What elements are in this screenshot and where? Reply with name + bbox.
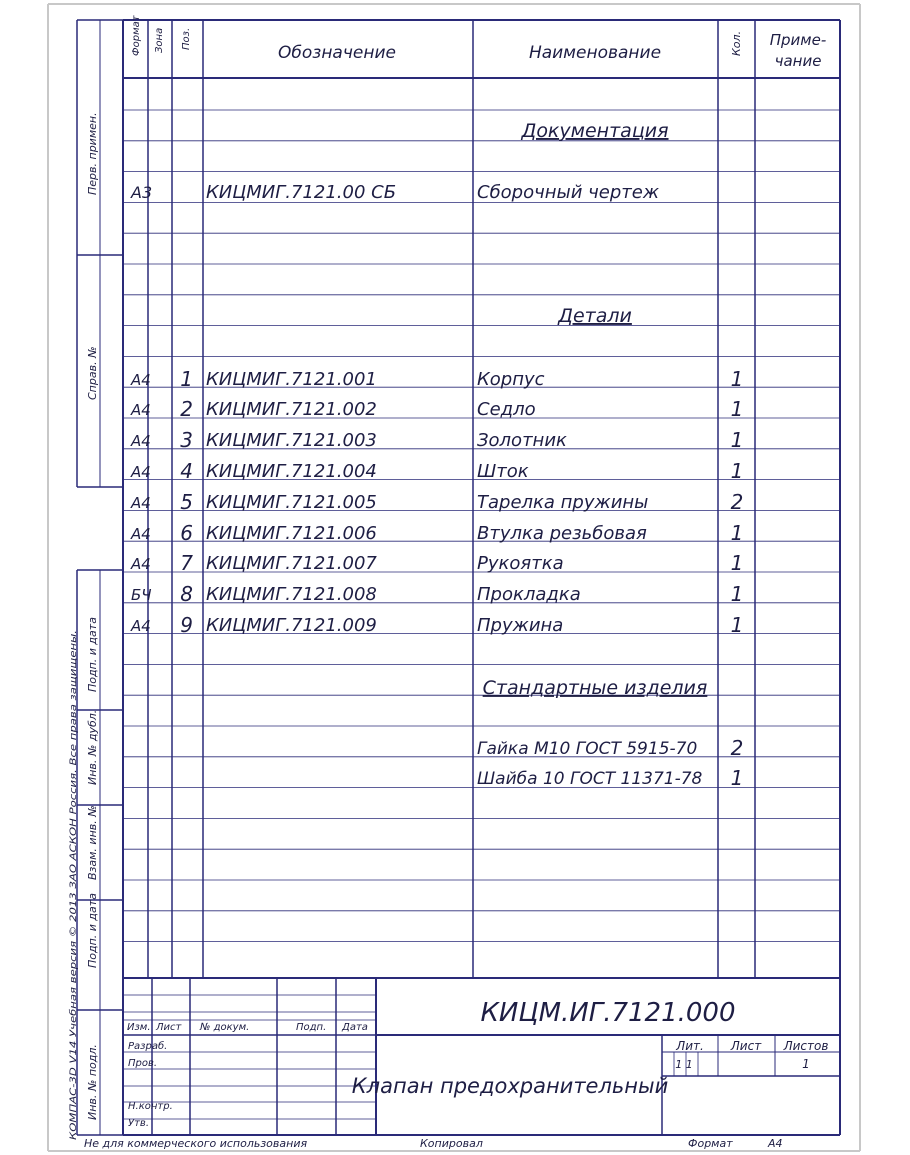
section-documentation: Документация (521, 120, 669, 142)
part-qty: 1 (730, 367, 744, 391)
part-qty: 1 (730, 428, 744, 452)
standard-name: Шайба 10 ГОСТ 11371-78 (477, 769, 703, 789)
part-name: Шток (477, 461, 529, 482)
part-pos: 9 (180, 613, 193, 637)
header-format: Формат (131, 15, 142, 56)
side-vzam-inv: Взам. инв. № (86, 805, 99, 880)
standard-qty: 2 (730, 736, 744, 760)
side-podp-data-2: Подп. и дата (86, 893, 99, 968)
col-list: Лист (156, 1022, 182, 1033)
part-pos: 1 (180, 367, 193, 391)
col-ndok: № докум. (200, 1022, 250, 1033)
role-utv: Утв. (128, 1118, 149, 1129)
part-pos: 6 (180, 521, 193, 545)
part-format: А4 (131, 525, 151, 543)
header-zone: Зона (154, 27, 165, 53)
part-format: БЧ (131, 586, 152, 604)
section-standard: Стандартные изделия (482, 677, 708, 699)
part-designation: КИЦМИГ.7121.006 (206, 523, 377, 544)
part-designation: КИЦМИГ.7121.004 (206, 461, 377, 482)
col-data: Дата (342, 1022, 368, 1033)
listov-label: Листов (783, 1039, 829, 1053)
part-row (130, 551, 743, 575)
header-designation: Обозначение (278, 43, 396, 63)
footer-format-value: А4 (768, 1137, 783, 1150)
header-qty: Кол. (730, 30, 743, 56)
side-inv-dubl: Инв. № дубл. (86, 709, 99, 785)
doc-designation: КИЦМИГ.7121.00 СБ (206, 182, 397, 203)
part-pos: 5 (180, 490, 193, 514)
side-inv-podl: Инв. № подл. (86, 1044, 99, 1120)
standard-qty: 1 (730, 766, 744, 790)
footer-kopiroval: Копировал (420, 1137, 483, 1150)
header-pos: Поз. (181, 27, 192, 50)
header-note-1: Приме- (769, 31, 827, 49)
list-label: Лист (730, 1039, 762, 1053)
part-format: А4 (131, 401, 151, 419)
part-pos: 8 (180, 582, 193, 606)
part-pos: 7 (180, 551, 193, 575)
section-parts: Детали (558, 305, 632, 327)
lit-cell: 1 1 (675, 1058, 693, 1071)
part-format: А4 (131, 463, 151, 481)
part-pos: 4 (180, 459, 193, 483)
footer-format-label: Формат (688, 1137, 733, 1150)
role-razrab: Разраб. (128, 1041, 168, 1052)
header-note-2: чание (774, 52, 822, 70)
doc-number: КИЦМ.ИГ.7121.000 (480, 998, 736, 1028)
part-qty: 1 (730, 459, 744, 483)
listov-value: 1 (802, 1057, 810, 1071)
role-nkontr: Н.контр. (128, 1101, 173, 1112)
side-podp-data: Подп. и дата (86, 617, 99, 692)
part-designation: КИЦМИГ.7121.007 (206, 553, 377, 574)
col-izm: Изм. (127, 1022, 151, 1033)
part-designation: КИЦМИГ.7121.005 (206, 492, 377, 513)
footer-noncommercial: Не для коммерческого использования (84, 1137, 308, 1150)
part-qty: 2 (730, 490, 744, 514)
part-designation: КИЦМИГ.7121.001 (206, 369, 377, 390)
side-sprav-no: Справ. № (86, 346, 99, 400)
part-row (130, 397, 743, 421)
part-format: А4 (131, 494, 151, 512)
part-name: Пружина (477, 615, 564, 636)
part-format: А4 (131, 371, 151, 389)
part-qty: 1 (730, 613, 744, 637)
table-grid (48, 4, 860, 1151)
header-name: Наименование (528, 43, 662, 63)
lit-label: Лит. (676, 1039, 704, 1053)
part-designation: КИЦМИГ.7121.009 (206, 615, 377, 636)
part-name: Тарелка пружины (477, 492, 649, 513)
part-name: Седло (477, 399, 536, 420)
part-name: Прокладка (477, 584, 581, 605)
part-pos: 2 (180, 397, 193, 421)
part-format: А4 (131, 617, 151, 635)
part-name: Втулка резьбовая (477, 523, 647, 544)
standard-row (477, 766, 743, 790)
part-name: Корпус (477, 369, 545, 390)
standard-name: Гайка М10 ГОСТ 5915-70 (477, 739, 698, 759)
part-pos: 3 (180, 428, 193, 452)
side-kompas-note: КОМПАС-3D V14 Учебная версия © 2013 ЗАО АСКОН Россия. Все права защищены. (69, 745, 79, 1140)
doc-title: Клапан предохранительный (351, 1074, 669, 1098)
role-prov: Пров. (128, 1058, 158, 1069)
part-designation: КИЦМИГ.7121.008 (206, 584, 377, 605)
part-format: А4 (131, 432, 151, 450)
part-qty: 1 (730, 397, 744, 421)
part-name: Рукоятка (477, 553, 564, 574)
side-perv-primen: Перв. примен. (86, 112, 99, 195)
part-format: А4 (131, 555, 151, 573)
doc-name: Сборочный чертеж (477, 182, 660, 203)
part-name: Золотник (477, 430, 567, 451)
part-qty: 1 (730, 521, 744, 545)
col-podp: Подп. (296, 1022, 327, 1033)
part-designation: КИЦМИГ.7121.003 (206, 430, 377, 451)
doc-format: А3 (131, 183, 153, 202)
part-qty: 1 (730, 551, 744, 575)
part-designation: КИЦМИГ.7121.002 (206, 399, 377, 420)
part-qty: 1 (730, 582, 744, 606)
